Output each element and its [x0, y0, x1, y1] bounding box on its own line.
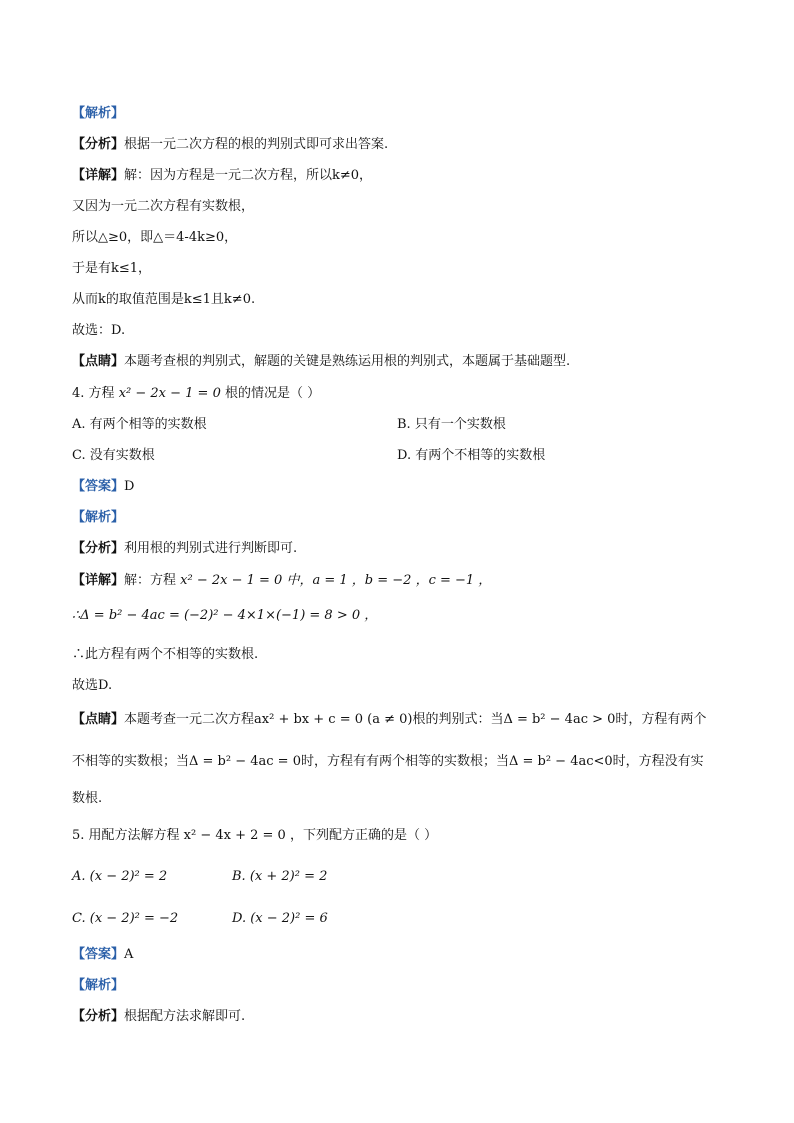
question-4-fenxi [72, 540, 297, 558]
question-4-xiangjie [72, 572, 491, 590]
solution-step-2: 所以△≥0，即△＝4-4k≥0， [72, 230, 238, 245]
question-4-option-c: C. 没有实数根 [72, 448, 155, 463]
question-4-jiexi [72, 509, 124, 527]
xiangjie-line [72, 167, 372, 185]
question-4-dianjing-2: 不相等的实数根；当Δ = b² − 4ac = 0时，方程有有两个相等的实数根；当Δ = b² − 4ac<0时，方程没有实 [72, 754, 704, 769]
question-5-option-b: B. (x + 2)² = 2 [232, 869, 328, 884]
answer-value: A [124, 947, 134, 962]
dianjing-line [72, 353, 570, 371]
xiangjie-coefficients: 中，a = 1 ，b = −2 ，c = −1 ， [286, 573, 492, 588]
solution-step-4: 从而k的取值范围是k≤1且k≠0. [72, 292, 256, 307]
dianjing-tag: 【点睛】 [72, 354, 125, 369]
fenxi-tag: 【分析】 [72, 137, 125, 152]
question-4-choose: 故选D. [72, 678, 113, 693]
fenxi-text: 根据配方法求解即可. [124, 1009, 246, 1024]
question-5-option-c: C. (x − 2)² = −2 [72, 911, 179, 926]
xiangjie-tag: 【详解】 [72, 573, 125, 588]
dianjing-text-1: 本题考查一元二次方程ax² + bx + c = 0 (a ≠ 0)根的判别式：当Δ = b² − 4ac > 0时，方程有两个 [124, 712, 707, 727]
choose-line: 故选：D. [72, 323, 126, 338]
dianjing-tag: 【点睛】 [72, 712, 125, 727]
question-4-option-b: B. 只有一个实数根 [397, 417, 506, 432]
question-5-jiexi [72, 977, 124, 995]
xiangjie-text: 解：方程 [124, 573, 177, 588]
delta-calculation: ∴Δ = b² − 4ac = (−2)² − 4×1×(−1) = 8 > 0 ， [72, 608, 378, 623]
question-5-option-d: D. (x − 2)² = 6 [232, 911, 328, 926]
question-4-option-d: D. 有两个不相等的实数根 [397, 448, 546, 463]
jiexi-tag: 【解析】 [72, 510, 125, 525]
question-5-answer [72, 946, 133, 964]
xiangjie-text: 解：因为方程是一元二次方程，所以k≠0， [124, 168, 373, 183]
fenxi-tag: 【分析】 [72, 1009, 125, 1024]
question-4-conclusion: ∴此方程有两个不相等的实数根. [72, 647, 259, 662]
question-5-stem: 5. 用配方法解方程 x² − 4x + 2 = 0 ，下列配方正确的是（ ） [72, 828, 438, 843]
fenxi-line [72, 136, 388, 154]
fenxi-tag: 【分析】 [72, 541, 125, 556]
dianjing-text: 本题考查根的判别式，解题的关键是熟练运用根的判别式，本题属于基础题型. [124, 354, 571, 369]
jiexi-heading [72, 105, 124, 123]
question-4-stem [72, 385, 320, 403]
question-4-dianjing-3: 数根. [72, 791, 103, 806]
question-4-dianjing-1 [72, 711, 706, 729]
question-4-equation: x² − 2x − 1 = 0 [118, 386, 221, 401]
xiangjie-tag: 【详解】 [72, 168, 125, 183]
fenxi-text: 利用根的判别式进行判断即可. [124, 541, 298, 556]
jiexi-tag: 【解析】 [72, 978, 125, 993]
question-5-option-a: A. (x − 2)² = 2 [72, 869, 168, 884]
solution-step-3: 于是有k≤1， [72, 261, 152, 276]
question-4-answer [72, 478, 134, 496]
fenxi-text: 根据一元二次方程的根的判别式即可求出答案. [124, 137, 389, 152]
question-4-number: 4. 方程 [72, 386, 115, 401]
xiangjie-equation: x² − 2x − 1 = 0 [180, 573, 283, 588]
jiexi-tag: 【解析】 [72, 106, 125, 121]
answer-tag: 【答案】 [72, 947, 125, 962]
question-4-option-a: A. 有两个相等的实数根 [72, 417, 207, 432]
solution-step-1: 又因为一元二次方程有实数根， [72, 199, 255, 214]
answer-value: D [124, 479, 135, 494]
question-4-stem-tail: 根的情况是（ ） [225, 386, 321, 401]
answer-tag: 【答案】 [72, 479, 125, 494]
question-5-fenxi [72, 1008, 245, 1026]
